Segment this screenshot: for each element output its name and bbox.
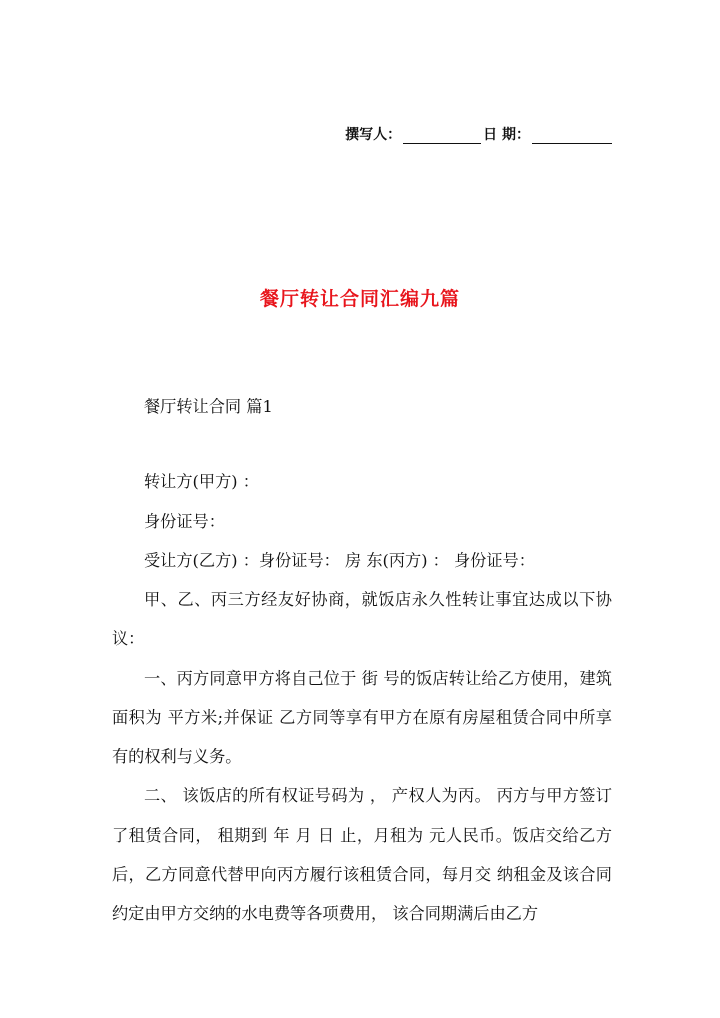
author-blank: [403, 129, 481, 144]
date-blank: [532, 129, 612, 144]
author-date-line: [345, 124, 614, 144]
party-a-line: 转让方(甲方) ：: [144, 472, 259, 491]
paragraph-intro: 甲、乙、丙三方经友好协商，就饭店永久性转让事宜达成以下协议：: [112, 590, 612, 649]
section-title: 餐厅转让合同 篇1: [144, 397, 273, 416]
date-label: 日 期：: [483, 127, 530, 143]
author-label: 撰写人：: [345, 127, 402, 143]
paragraph-clause-1: 一、丙方同意甲方将自己位于 街 号的饭店转让给乙方使用，建筑面积为 平方米;并保证 乙方同等享有甲方在原有房屋租赁合同中所享有的权利与义务。: [112, 668, 612, 767]
contract-body: [112, 580, 612, 934]
document-title: 餐厅转让合同汇编九篇: [259, 288, 460, 310]
id-number-line: 身份证号：: [144, 512, 225, 531]
paragraph-clause-2: 二、 该饭店的所有权证号码为 ， 产权人为丙。 丙方与甲方签订了租赁合同， 租期到 年 月 日 止，月租为 元人民币。饭店交给乙方后，乙方同意代替甲向丙方履行该租赁合同，每月交 纳租金及该合同约定由甲方交纳的水电费等各项费用， 该合同期满后由乙方: [112, 786, 612, 924]
party-b-c-line: 受让方(乙方) ：身份证号： 房 东(丙方) ： 身份证号：: [144, 551, 535, 570]
